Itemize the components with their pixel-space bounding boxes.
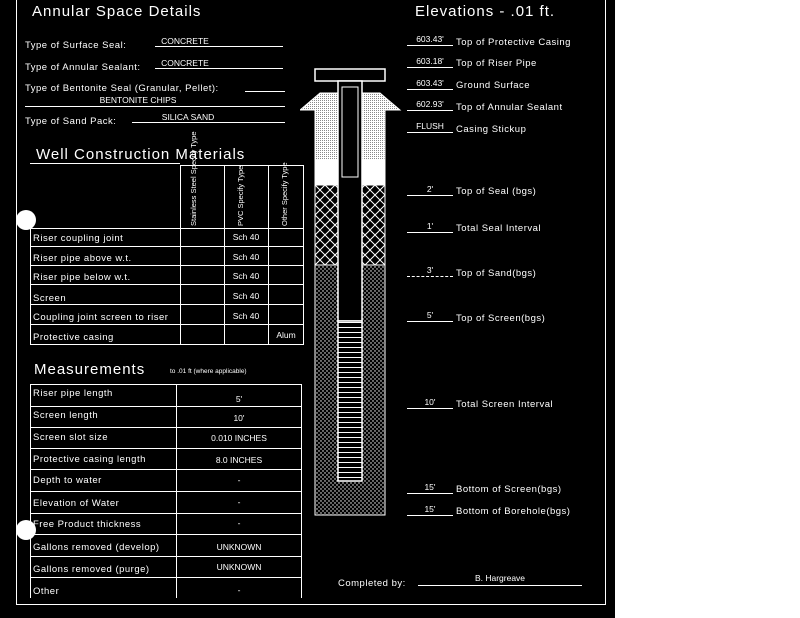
- well-diagram: [300, 60, 410, 520]
- measure-value: -: [237, 475, 241, 485]
- col-head-stainless: Stainless Steel Specify Type: [189, 131, 198, 226]
- materials-title: Well Construction Materials: [36, 146, 246, 163]
- elev-value: 5': [426, 310, 434, 320]
- measure-value: -: [237, 585, 241, 595]
- elev-label: Total Screen Interval: [456, 399, 554, 410]
- measure-label: Other: [33, 586, 60, 597]
- material-row-label: Protective casing: [33, 332, 114, 343]
- bentonite-seal-label: Type of Bentonite Seal (Granular, Pellet):: [25, 83, 219, 94]
- material-row-label: Riser pipe below w.t.: [33, 272, 131, 283]
- elev-value: 15': [424, 482, 436, 492]
- elev-value: 2': [426, 184, 434, 194]
- elev-label: Casing Stickup: [456, 124, 527, 135]
- elev-label: Top of Seal (bgs): [456, 186, 537, 197]
- elev-label: Total Seal Interval: [456, 223, 542, 234]
- elev-label: Top of Annular Sealant: [456, 102, 563, 113]
- measure-value: 0.010 INCHES: [211, 433, 267, 443]
- sand-pack-value: SILICA SAND: [161, 112, 215, 122]
- measure-value: UNKNOWN: [216, 542, 262, 552]
- material-row-label: Screen: [33, 293, 67, 304]
- material-row-label: Riser coupling joint: [33, 233, 124, 244]
- elev-label: Ground Surface: [456, 80, 531, 91]
- measure-value: 8.0 INCHES: [215, 455, 263, 465]
- screen: [338, 321, 362, 481]
- material-row-pvc: Sch 40: [232, 252, 260, 262]
- annular-sealant-label: Type of Annular Sealant:: [25, 62, 141, 73]
- measure-label: Free Product thickness: [33, 519, 142, 530]
- surface-seal-value: CONCRETE: [161, 36, 209, 46]
- measure-label: Elevation of Water: [33, 498, 120, 509]
- elev-value: 603.43': [416, 78, 444, 88]
- elev-label: Top of Protective Casing: [456, 37, 571, 48]
- sand-pack-label: Type of Sand Pack:: [25, 116, 117, 127]
- measurements-note: to .01 ft (where applicable): [170, 368, 247, 375]
- elev-value: 603.43': [416, 34, 444, 44]
- bentonite-seal-value: BENTONITE CHIPS: [99, 95, 177, 105]
- measure-label: Gallons removed (develop): [33, 542, 160, 553]
- measure-label: Protective casing length: [33, 454, 146, 465]
- elev-value: 3': [426, 265, 434, 275]
- elev-label: Top of Sand(bgs): [456, 268, 537, 279]
- material-row-other: Alum: [276, 330, 296, 340]
- elevations-title: Elevations - .01 ft.: [415, 3, 556, 20]
- completed-by-label: Completed by:: [338, 578, 406, 589]
- material-row-pvc: Sch 40: [232, 271, 260, 281]
- measure-value: -: [237, 518, 241, 528]
- measure-label: Riser pipe length: [33, 388, 113, 399]
- completed-by-value: B. Hargreave: [474, 573, 526, 583]
- col-head-other: Other Specify Type: [280, 162, 289, 226]
- material-row-label: Riser pipe above w.t.: [33, 253, 132, 264]
- col-head-pvc: PVC Specify Type: [236, 165, 245, 226]
- measure-label: Screen slot size: [33, 432, 109, 443]
- surface-seal-label: Type of Surface Seal:: [25, 40, 127, 51]
- elev-label: Bottom of Screen(bgs): [456, 484, 562, 495]
- punch-hole: [16, 210, 36, 230]
- material-row-pvc: Sch 40: [232, 311, 260, 321]
- measure-label: Depth to water: [33, 475, 102, 486]
- material-row-pvc: Sch 40: [232, 232, 260, 242]
- measure-value: UNKNOWN: [216, 562, 262, 572]
- elev-value: 1': [426, 221, 434, 231]
- elev-value: FLUSH: [416, 121, 444, 131]
- elev-label: Top of Riser Pipe: [456, 58, 537, 69]
- elev-value: 602.93': [416, 99, 444, 109]
- annular-title: Annular Space Details: [32, 3, 202, 20]
- material-row-pvc: Sch 40: [232, 291, 260, 301]
- measure-value: 10': [233, 413, 245, 423]
- elev-label: Top of Screen(bgs): [456, 313, 546, 324]
- elev-label: Bottom of Borehole(bgs): [456, 506, 571, 517]
- measure-label: Gallons removed (purge): [33, 564, 150, 575]
- elev-value: 603.18': [416, 56, 444, 66]
- elev-value: 10': [424, 397, 436, 407]
- elev-value: 15': [424, 504, 436, 514]
- measure-value: -: [237, 497, 241, 507]
- material-row-label: Coupling joint screen to riser: [33, 312, 169, 323]
- measure-label: Screen length: [33, 410, 99, 421]
- measure-value: 5': [235, 394, 243, 404]
- annular-sealant-value: CONCRETE: [161, 58, 209, 68]
- measurements-title: Measurements: [34, 361, 146, 378]
- protective-casing-cap: [315, 69, 385, 81]
